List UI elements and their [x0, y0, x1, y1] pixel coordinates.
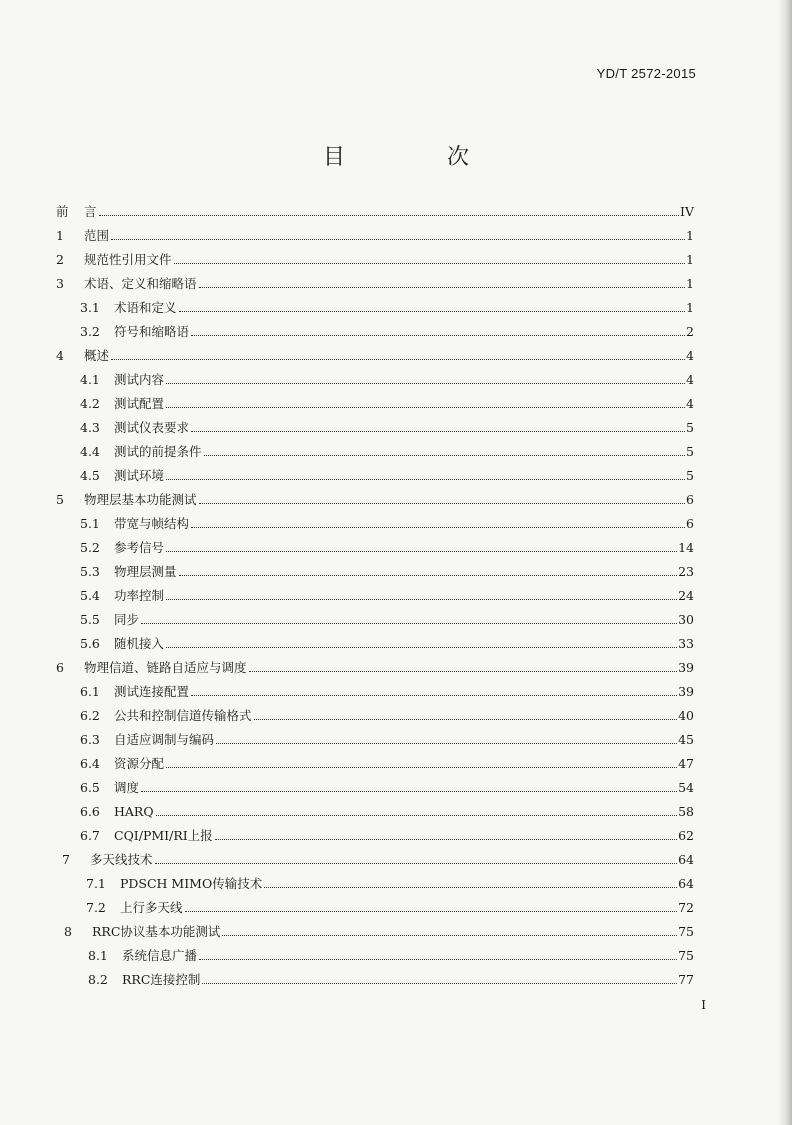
- toc-entry-page: 2: [686, 324, 694, 339]
- toc-leader: [191, 527, 685, 528]
- toc-leader: [166, 479, 685, 480]
- toc-entry-number: 1: [56, 228, 64, 243]
- toc-entry[interactable]: [80, 824, 694, 844]
- toc-entry-number: 5.4: [80, 588, 100, 603]
- toc-leader: [216, 743, 677, 744]
- toc-leader: [254, 719, 678, 720]
- toc-entry-label: 测试的前提条件: [114, 444, 202, 459]
- toc-entry-label: 公共和控制信道传输格式: [114, 708, 252, 723]
- toc-entry[interactable]: [56, 272, 694, 292]
- toc-entry[interactable]: [86, 896, 694, 916]
- toc-entry[interactable]: [80, 320, 694, 340]
- toc-leader: [179, 575, 678, 576]
- toc-entry[interactable]: [80, 392, 694, 412]
- toc-entry[interactable]: [80, 560, 694, 580]
- toc-entry-number: 5.5: [80, 612, 100, 627]
- page-title: 目 次: [322, 145, 509, 170]
- toc-entry[interactable]: [88, 944, 694, 964]
- toc-entry[interactable]: [80, 632, 694, 652]
- toc-entry-label: 调度: [114, 780, 140, 795]
- toc-entry-label: 测试环境: [114, 468, 165, 483]
- toc-entry-label: 物理层基本功能测试: [84, 492, 197, 507]
- toc-entry-page: 75: [678, 948, 694, 963]
- toc-entry-label: 上行多天线: [120, 900, 183, 915]
- toc-leader: [141, 623, 677, 624]
- toc-entry-label: 术语、定义和缩略语: [84, 276, 197, 291]
- toc-entry-page: 5: [686, 468, 694, 483]
- toc-entry-number: 6.7: [80, 828, 100, 843]
- toc-entry-label: 资源分配: [114, 756, 165, 771]
- toc-entry-number: 4.4: [80, 444, 100, 459]
- toc-entry-page: 72: [678, 900, 694, 915]
- toc-entry-number: 4.5: [80, 468, 100, 483]
- toc-entry-page: 54: [678, 780, 694, 795]
- toc-entry-number: 5.2: [80, 540, 100, 555]
- toc-entry-page: 75: [678, 924, 694, 939]
- toc-entry-page: 5: [686, 444, 694, 459]
- toc-entry[interactable]: [56, 224, 694, 244]
- toc-entry-label: 测试仪表要求: [114, 420, 190, 435]
- toc-entry[interactable]: [80, 512, 694, 532]
- toc-leader: [191, 431, 685, 432]
- toc-entry-number: 4.2: [80, 396, 100, 411]
- toc-entry-number: 5: [56, 492, 64, 507]
- toc-entry-page: 14: [678, 540, 694, 555]
- toc-leader: [204, 455, 686, 456]
- page-number: I: [701, 998, 706, 1012]
- toc-entry-number: 6: [56, 660, 64, 675]
- toc-entry-page: 62: [678, 828, 694, 843]
- toc-entry-page: 39: [678, 684, 694, 699]
- toc-entry-page: 1: [686, 252, 694, 267]
- toc-entry-number: 8.2: [88, 972, 108, 987]
- toc-entry-number: 6.1: [80, 684, 100, 699]
- toc-entry-page: 4: [686, 372, 694, 387]
- toc-leader: [215, 839, 677, 840]
- toc-entry[interactable]: [80, 536, 694, 556]
- toc-entry-page: 6: [686, 492, 694, 507]
- toc-entry[interactable]: [56, 344, 694, 364]
- toc-entry[interactable]: [56, 488, 694, 508]
- toc-entry[interactable]: [56, 248, 694, 268]
- toc-entry-page: 4: [686, 348, 694, 363]
- toc-entry-number: 8.1: [88, 948, 108, 963]
- toc-entry[interactable]: [80, 584, 694, 604]
- toc-entry-page: 1: [686, 228, 694, 243]
- document-code: YD/T 2572-2015: [596, 66, 696, 81]
- toc-entry-label: 符号和缩略语: [114, 324, 190, 339]
- toc-entry[interactable]: [64, 920, 694, 940]
- toc-entry-number: 8: [64, 924, 72, 939]
- toc-entry[interactable]: [62, 848, 694, 868]
- toc-entry-number: 3.1: [80, 300, 100, 315]
- toc-entry[interactable]: [80, 728, 694, 748]
- toc-entry-page: 5: [686, 420, 694, 435]
- toc-entry-number: 前: [56, 204, 69, 219]
- toc-entry-page: 39: [678, 660, 694, 675]
- toc-entry[interactable]: [80, 608, 694, 628]
- toc-entry-number: 2: [56, 252, 64, 267]
- toc-entry-page: 64: [678, 852, 694, 867]
- toc-entry-page: IV: [680, 204, 694, 219]
- toc-entry-number: 4.1: [80, 372, 100, 387]
- toc-entry-label: 随机接入: [114, 636, 165, 651]
- toc-leader: [166, 647, 677, 648]
- toc-entry-label: RRC连接控制: [122, 972, 201, 987]
- toc-entry-page: 1: [686, 300, 694, 315]
- toc-entry-page: 64: [678, 876, 694, 891]
- toc-entry-label: HARQ: [114, 804, 154, 819]
- toc-leader: [111, 359, 685, 360]
- toc-leader: [249, 671, 678, 672]
- toc-entry-number: 6.4: [80, 756, 100, 771]
- toc-entry-label: 物理层测量: [114, 564, 177, 579]
- toc-entry-label: RRC协议基本功能测试: [92, 924, 221, 939]
- toc-entry-label: 自适应调制与编码: [114, 732, 215, 747]
- toc-entry-number: 7.1: [86, 876, 106, 891]
- toc-entry-number: 4.3: [80, 420, 100, 435]
- toc-leader: [166, 599, 677, 600]
- toc-leader: [111, 239, 685, 240]
- toc-entry[interactable]: [80, 800, 694, 820]
- toc-leader: [166, 383, 685, 384]
- toc-entry[interactable]: [80, 680, 694, 700]
- toc-entry-label: 同步: [114, 612, 140, 627]
- toc-entry[interactable]: [80, 416, 694, 436]
- toc-entry-label: 术语和定义: [114, 300, 177, 315]
- toc-entry-number: 6.5: [80, 780, 100, 795]
- toc-entry-page: 23: [678, 564, 694, 579]
- toc-entry-page: 6: [686, 516, 694, 531]
- toc-entry-number: 3: [56, 276, 64, 291]
- toc-entry-page: 4: [686, 396, 694, 411]
- toc-entry[interactable]: [80, 704, 694, 724]
- toc-entry-number: 7: [62, 852, 70, 867]
- toc-entry-label: 规范性引用文件: [84, 252, 172, 267]
- toc-leader: [174, 263, 686, 264]
- toc-entry-number: 5.3: [80, 564, 100, 579]
- toc-entry[interactable]: [80, 464, 694, 484]
- toc-entry[interactable]: [56, 200, 694, 220]
- toc-entry-label: 多天线技术: [90, 852, 153, 867]
- toc-leader: [199, 959, 677, 960]
- toc-leader: [191, 335, 685, 336]
- toc-leader: [166, 551, 677, 552]
- toc-leader: [264, 887, 677, 888]
- toc-leader: [185, 911, 678, 912]
- toc-entry-number: 6.2: [80, 708, 100, 723]
- toc-leader: [199, 287, 686, 288]
- toc-leader: [141, 791, 677, 792]
- toc-entry-number: 5.1: [80, 516, 100, 531]
- toc-entry-page: 47: [678, 756, 694, 771]
- toc-leader: [156, 815, 678, 816]
- toc-entry-page: 1: [686, 276, 694, 291]
- toc-entry-label: 范围: [84, 228, 110, 243]
- toc-entry[interactable]: [86, 872, 694, 892]
- toc-entry-number: 3.2: [80, 324, 100, 339]
- toc-entry-page: 40: [678, 708, 694, 723]
- toc-entry[interactable]: [80, 368, 694, 388]
- toc-entry-number: 5.6: [80, 636, 100, 651]
- toc-entry[interactable]: [88, 968, 694, 988]
- toc-entry-number: 6.3: [80, 732, 100, 747]
- toc-leader: [202, 983, 677, 984]
- toc-leader: [199, 503, 686, 504]
- toc-entry-label: 物理信道、链路自适应与调度: [84, 660, 247, 675]
- toc-leader: [166, 767, 677, 768]
- toc-entry-label: 功率控制: [114, 588, 165, 603]
- toc-entry[interactable]: [80, 752, 694, 772]
- toc-entry-page: 30: [678, 612, 694, 627]
- toc-entry-label: PDSCH MIMO传输技术: [120, 876, 263, 891]
- toc-leader: [222, 935, 677, 936]
- toc-entry-label: 参考信号: [114, 540, 165, 555]
- toc-entry[interactable]: [56, 656, 694, 676]
- toc-entry-label: 测试配置: [114, 396, 165, 411]
- toc-entry-number: 6.6: [80, 804, 100, 819]
- toc-entry[interactable]: [80, 296, 694, 316]
- toc-leader: [155, 863, 678, 864]
- toc-entry-label: 测试内容: [114, 372, 165, 387]
- toc-leader: [166, 407, 685, 408]
- toc-entry-page: 33: [678, 636, 694, 651]
- toc-leader: [179, 311, 686, 312]
- table-of-contents: [0, 200, 792, 990]
- toc-leader: [191, 695, 677, 696]
- toc-entry-label: 概述: [84, 348, 110, 363]
- toc-leader: [99, 215, 680, 216]
- toc-entry-page: 24: [678, 588, 694, 603]
- toc-entry[interactable]: [80, 440, 694, 460]
- toc-entry[interactable]: [80, 776, 694, 796]
- toc-entry-label: 系统信息广播: [122, 948, 198, 963]
- toc-entry-number: 4: [56, 348, 64, 363]
- toc-entry-page: 45: [678, 732, 694, 747]
- toc-entry-number: 7.2: [86, 900, 106, 915]
- toc-entry-label: 测试连接配置: [114, 684, 190, 699]
- toc-entry-page: 58: [678, 804, 694, 819]
- toc-entry-label: 带宽与帧结构: [114, 516, 190, 531]
- toc-entry-label: 言: [84, 204, 97, 219]
- toc-entry-label: CQI/PMI/RI上报: [114, 828, 213, 843]
- toc-entry-page: 77: [678, 972, 694, 987]
